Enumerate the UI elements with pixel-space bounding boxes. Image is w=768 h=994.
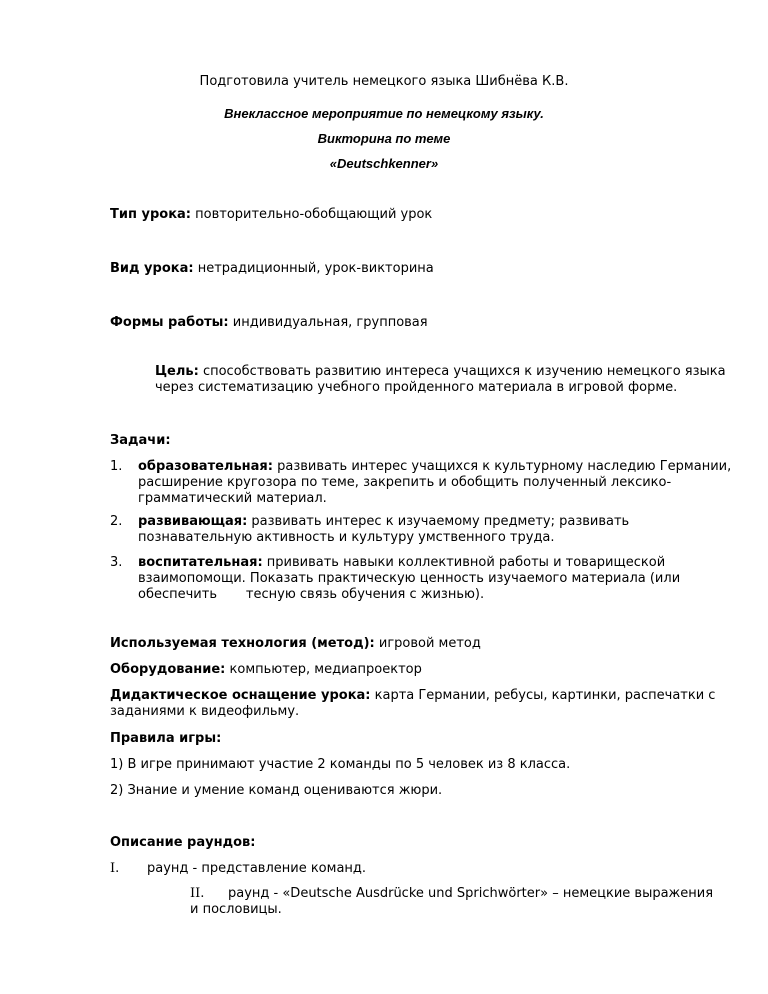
round-2-line-2: и пословицы. — [190, 902, 282, 917]
task-line: развивать интерес учащихся к культурному наследию Германии, — [272, 459, 732, 474]
lesson-type-label: Тип урока: — [110, 207, 191, 222]
task-label: развивающая: — [138, 514, 248, 529]
goal-line-1 — [155, 364, 726, 380]
task-number: 1. — [110, 459, 123, 474]
event-title: Внеклассное мероприятие по немецкому языку. — [224, 106, 544, 121]
rules-heading: Правила игры: — [110, 731, 222, 746]
rule-2: 2) Знание и умение команд оцениваются жюри. — [110, 783, 443, 798]
goal-line-2: через систематизацию учебного пройденного материала в игровой форме. — [155, 380, 678, 395]
task-label: воспитательная: — [138, 555, 263, 570]
round-2-line-1: раунд - «Deutsche Ausdrücke und Sprichwörter» – немецкие выражения — [228, 886, 714, 901]
author-line: Подготовила учитель немецкого языка Шибнёва К.В. — [199, 74, 569, 89]
task-item — [110, 555, 710, 605]
task-line: грамматический материал. — [138, 491, 327, 506]
quiz-subtitle: Викторина по теме — [317, 131, 451, 146]
didactic-line-2: заданиями к видеофильму. — [110, 704, 300, 719]
didactic-text-1: карта Германии, ребусы, картинки, распечатки с — [370, 688, 716, 703]
technology-label: Используемая технология (метод): — [110, 636, 375, 651]
task-line: развивать интерес к изучаемому предмету; развивать — [247, 514, 630, 529]
equipment — [110, 662, 422, 678]
task-item — [110, 459, 732, 509]
round-2-num: II. — [190, 886, 205, 901]
goal-label: Цель: — [155, 364, 199, 379]
didactic-line-1 — [110, 688, 715, 704]
work-forms-label: Формы работы: — [110, 315, 229, 330]
lesson-kind — [110, 261, 434, 277]
quiz-title: «Deutschkenner» — [329, 156, 439, 171]
work-forms — [110, 315, 428, 331]
task-number: 3. — [110, 555, 123, 570]
lesson-type-value: повторительно-обобщающий урок — [191, 207, 433, 222]
technology-value: игровой метод — [374, 636, 481, 651]
task-line: познавательную активность и культуру умственного труда. — [138, 530, 555, 545]
task-line: обеспечить тесную связь обучения с жизнью). — [138, 587, 485, 602]
task-text — [138, 514, 713, 546]
task-line: расширение кругозора по теме, закрепить и обобщить полученный лексико- — [138, 475, 672, 490]
lesson-kind-label: Вид урока: — [110, 261, 194, 276]
task-text — [138, 555, 713, 603]
goal-text-1: способствовать развитию интереса учащихся к изучению немецкого языка — [198, 364, 726, 379]
round-1 — [110, 861, 119, 877]
work-forms-value: индивидуальная, групповая — [228, 315, 428, 330]
round-1-text: раунд - представление команд. — [147, 861, 367, 876]
task-line: прививать навыки коллективной работы и товарищеской — [262, 555, 666, 570]
task-item — [110, 514, 710, 548]
round-1-number: I. — [110, 861, 120, 876]
round-2-number — [190, 886, 204, 902]
task-text — [138, 459, 732, 507]
lesson-type — [110, 207, 432, 223]
task-line: взаимопомощи. Показать практическую ценность изучаемого материала (или — [138, 571, 681, 586]
lesson-kind-value: нетрадиционный, урок-викторина — [193, 261, 434, 276]
technology — [110, 636, 481, 652]
rounds-heading: Описание раундов: — [110, 835, 256, 850]
didactic-label: Дидактическое оснащение урока: — [110, 688, 371, 703]
rule-1: 1) В игре принимают участие 2 команды по 5 человек из 8 класса. — [110, 757, 571, 772]
equipment-label: Оборудование: — [110, 662, 226, 677]
task-number: 2. — [110, 514, 123, 529]
equipment-value: компьютер, медиапроектор — [225, 662, 422, 677]
tasks-heading: Задачи: — [110, 433, 171, 448]
task-label: образовательная: — [138, 459, 273, 474]
